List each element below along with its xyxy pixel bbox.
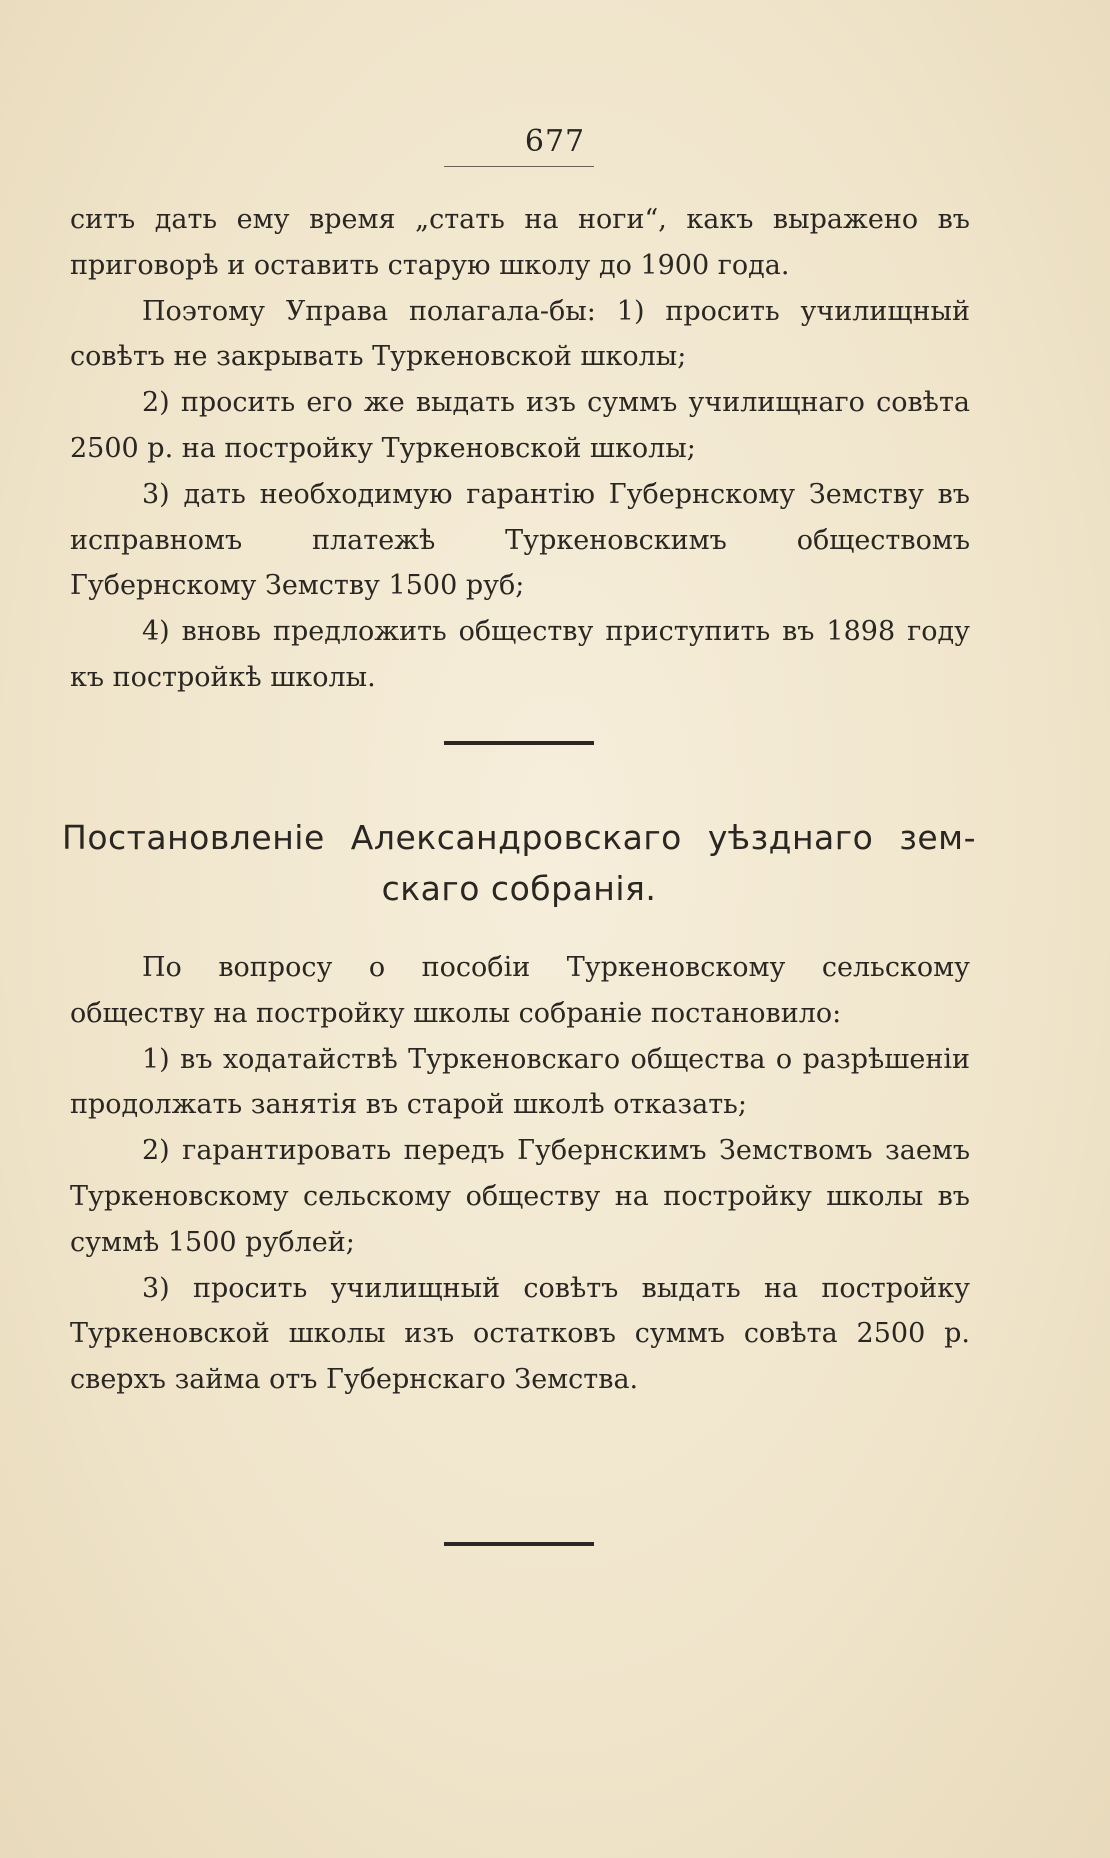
heading-line-2: скаго собранія. xyxy=(381,869,657,908)
heading-line-1: Постановленіе Александровскаго уѣзднаго зем- xyxy=(62,818,976,857)
section-2-text xyxy=(70,945,970,1403)
paragraph: 3) дать необходимую гарантію Губернскому Земству въ исправномъ платежѣ Туркеновскимъ обществомъ Губернскому Земству 1500 руб; xyxy=(70,478,970,602)
paragraph: 3) просить училищный совѣтъ выдать на постройку Туркеновской школы изъ остатковъ суммъ совѣта 2500 р. сверхъ займа отъ Губернскаго Земства. xyxy=(70,1272,970,1396)
paragraph: ситъ дать ему время „стать на ноги“, какъ выражено въ приговорѣ и оставить старую школу до 1900 года. xyxy=(70,204,970,281)
paragraph: По вопросу о пособіи Туркеновскому сельскому обществу на постройку школы собраніе постановило: xyxy=(70,952,970,1029)
paragraph: 4) вновь предложить обществу приступить въ 1898 году къ постройкѣ школы. xyxy=(70,616,970,693)
page-number: 677 xyxy=(524,124,586,159)
paragraph: Поэтому Управа полагала-бы: 1) просить училищный совѣтъ не закрывать Туркеновской школы; xyxy=(70,295,970,373)
paragraph: 2) просить его же выдать изъ суммъ училищнаго совѣта 2500 р. на постройку Туркеновской школы; xyxy=(70,387,970,464)
section-divider xyxy=(444,741,594,745)
end-divider xyxy=(444,1542,594,1546)
paragraph: 1) въ ходатайствѣ Туркеновскаго общества о разрѣшеніи продолжать занятія въ старой школѣ отказать; xyxy=(70,1043,970,1121)
section-heading xyxy=(62,812,976,914)
section-1-text xyxy=(70,197,970,701)
paragraph: 2) гарантировать передъ Губернскимъ Земствомъ заемъ Туркеновскому сельскому обществу на постройку школы въ суммѣ 1500 рублей; xyxy=(70,1135,970,1258)
page-number-underline xyxy=(444,166,594,167)
